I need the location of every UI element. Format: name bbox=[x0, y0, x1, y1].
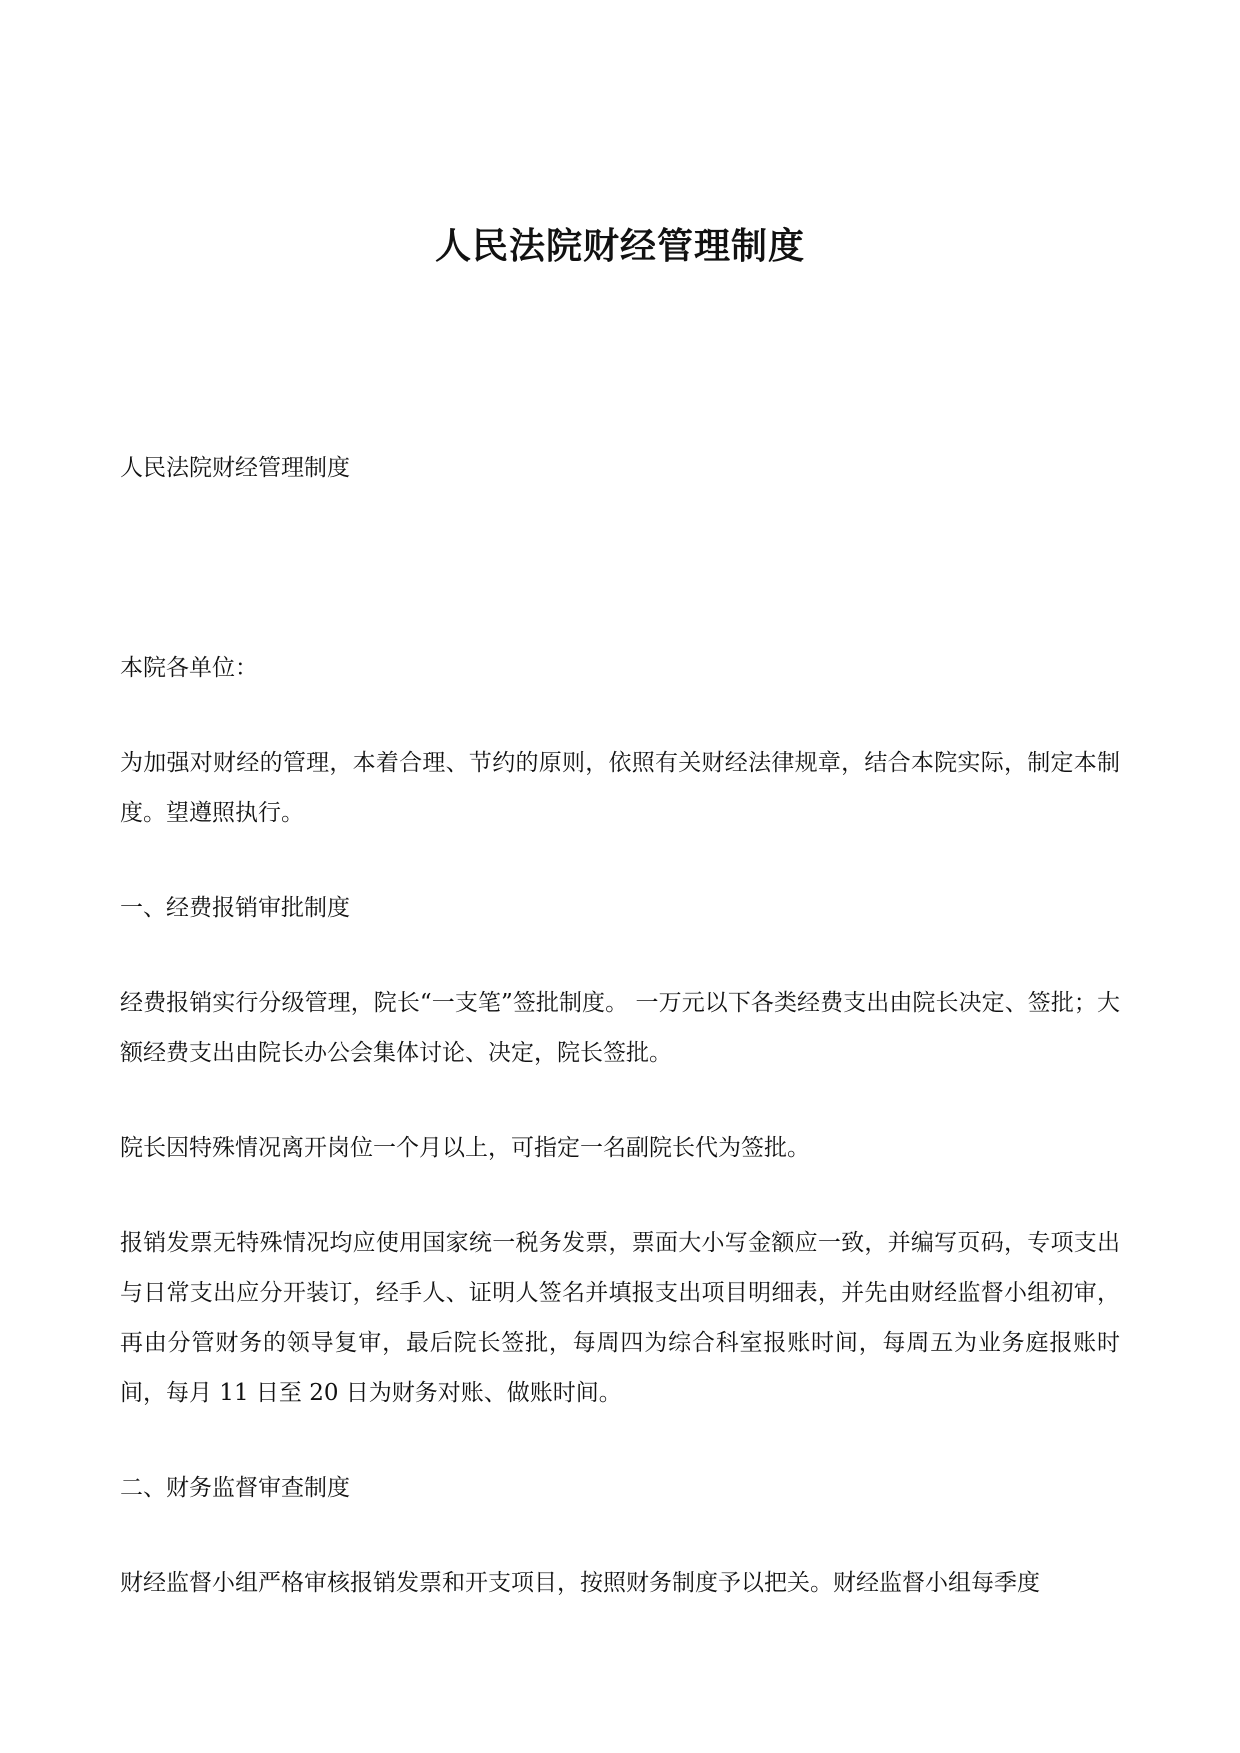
intro-paragraph: 为加强对财经的管理，本着合理、节约的原则，依照有关财经法律规章，结合本院实际，制定本制度。望遵照执行。 bbox=[120, 750, 1120, 826]
document-title: 人民法院财经管理制度 bbox=[434, 225, 805, 267]
section-1-paragraph-1: 经费报销实行分级管理，院长“一支笔”签批制度。 一万元以下各类经费支出由院长决定、签批；大额经费支出由院长办公会集体讨论、决定，院长签批。 bbox=[120, 990, 1120, 1066]
section-1-paragraph-3: 报销发票无特殊情况均应使用国家统一税务发票，票面大小写金额应一致，并编写页码，专项支出与日常支出应分开装订，经手人、证明人签名并填报支出项目明细表，并先由财经监督小组初审，再由分管财务的领导复审，最后院长签批，每周四为综合科室报账时间，每周五为业务庭报账时间，每月 11 日至 20 日为财务对账、做账时间。 bbox=[120, 1230, 1120, 1406]
section-heading-2: 二、财务监督审查制度 bbox=[120, 1475, 350, 1501]
section-1-paragraph-2: 院长因特殊情况离开岗位一个月以上，可指定一名副院长代为签批。 bbox=[120, 1135, 810, 1161]
document-subtitle: 人民法院财经管理制度 bbox=[120, 455, 350, 481]
section-heading-1: 一、经费报销审批制度 bbox=[120, 895, 350, 921]
section-2-paragraph-1: 财经监督小组严格审核报销发票和开支项目，按照财务制度予以把关。财经监督小组每季度 bbox=[120, 1570, 1040, 1596]
salutation: 本院各单位： bbox=[120, 655, 258, 681]
